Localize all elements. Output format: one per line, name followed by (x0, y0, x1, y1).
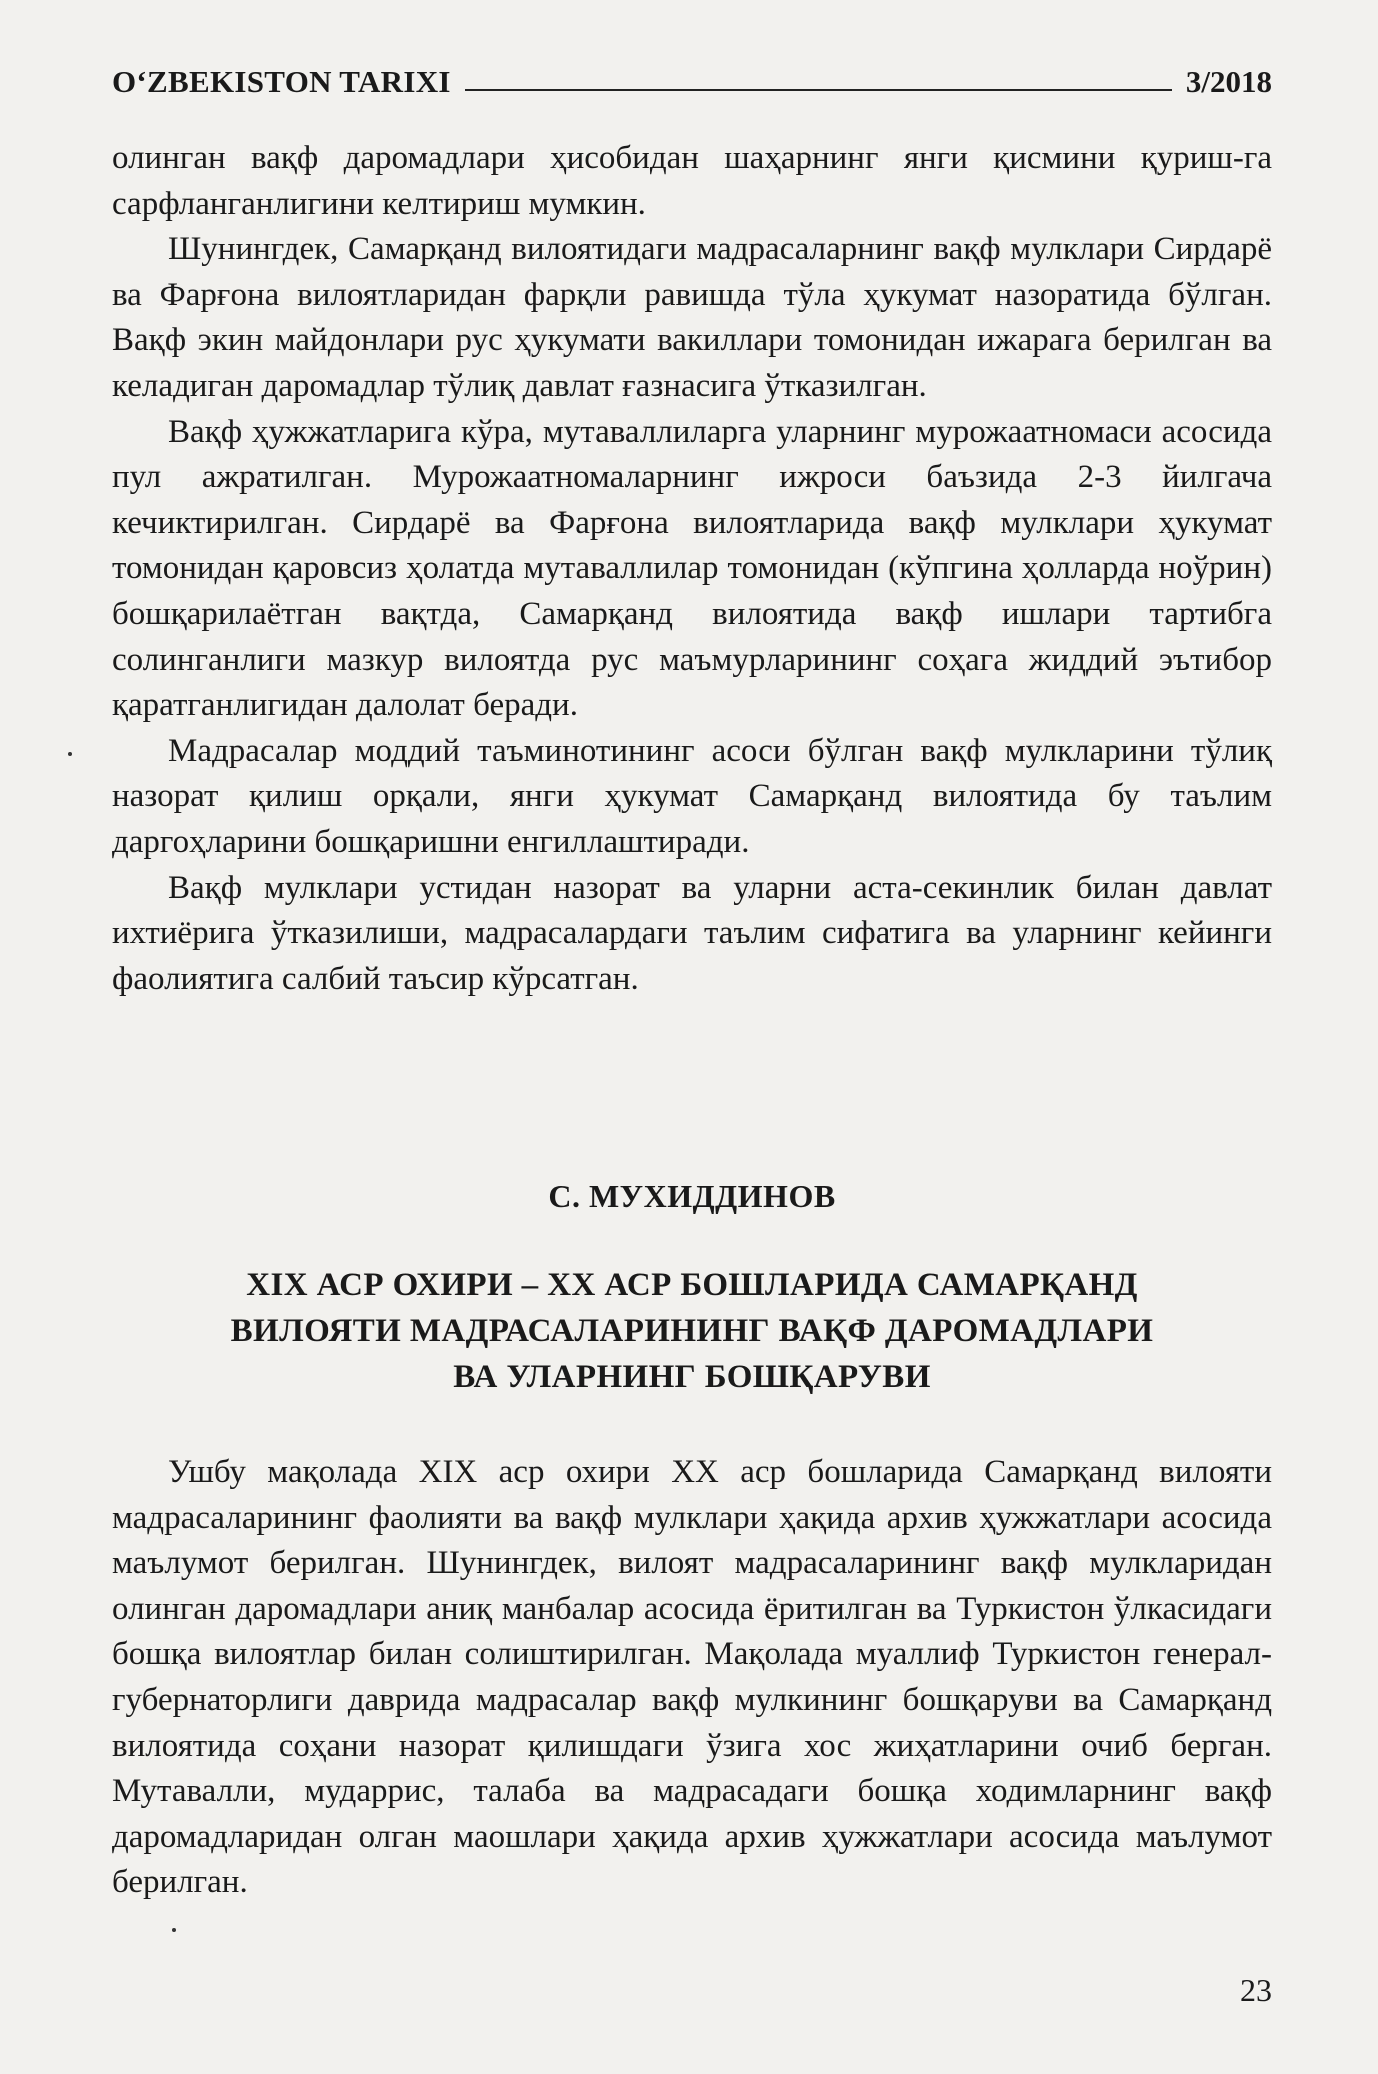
running-header (112, 50, 1272, 100)
article-title-line: ВА УЛАРНИНГ БОШҚАРУВИ (453, 1359, 931, 1395)
issue-number: 3/2018 (1185, 64, 1272, 99)
paragraph: Вақф ҳужжатларига кўра, мутаваллиларга уларнинг мурожаатномаси асосида пул ажратилган. Мурожаатномаларнинг ижроси баъзида 2-3 йилгача кечиктирилган. Сирдарё ва Фарғона вилоятларида вақф мулклари ҳукумат томонидан қаровсиз ҳолатда мутаваллилар томонидан (кўпгина ҳолларда ноўрин) бошқарилаётган вақтда, Самарқанд вилоятида вақф ишлари тартибга солинганлиги мазкур вилоятда рус маъмурларининг соҳага жиддий эътибор қаратганлигидан далолат беради. (112, 413, 1272, 724)
article-title-line: XIX АСР ОХИРИ – XX АСР БОШЛАРИДА САМАРҚАНД (246, 1267, 1138, 1303)
print-speck (172, 1928, 176, 1932)
print-speck (68, 752, 72, 756)
abstract-paragraph: Ушбу мақолада XIX аср охири XX аср бошларида Самарқанд вилояти мадрасаларининг фаолияти ва вақф мулклари ҳақида архив ҳужжатлари асосида маълумот берилган. Шунингдек, вилоят мадрасаларининг вақф мулкларидан олинган даромадлари аниқ манбалар асосида ёритилган ва Туркистон ўлкасидаги бошқа вилоятлар билан солиштирилган. Мақолада муаллиф Туркистон генерал-губернаторлиги даврида мадрасалар вақф мулкининг бошқаруви ва Самарқанд вилоятида соҳани назорат қилишдаги ўзига хос жиҳатларини очиб берган. Мутавалли, мударрис, талаба ва мадрасадаги бошқа ходимларнинг вақф даромадларидан олган маошлари ҳақида архив ҳужжатлари асосида маълумот берилган. (112, 1454, 1272, 1901)
article-title (112, 1262, 1272, 1400)
page-number: 23 (1240, 1972, 1272, 2008)
paragraph: Мадрасалар моддий таъминотининг асоси бўлган вақф мулкларини тўлиқ назорат қилиш орқали, янги ҳукумат Самарқанд вилоятида бу таълим даргоҳларини бошқаришни енгиллаштиради. (112, 732, 1272, 860)
article-author: С. МУХИДДИНОВ (548, 1178, 836, 1214)
body-text (112, 136, 1272, 1002)
paragraph: Вақф мулклари устидан назорат ва уларни аста-секинлик билан давлат ихтиёрига ўтказилиши, мадрасалардаги таълим сифатига ва уларнинг кейинги фаолиятига салбий таъсир кўрсатган. (112, 869, 1272, 997)
paragraph-continued: олинган вақф даромадлари ҳисобидан шаҳарнинг янги қисмини қуриш-га сарфланганлигини келтириш мумкин. (112, 140, 1272, 222)
article-title-line: ВИЛОЯТИ МАДРАСАЛАРИНИНГ ВАҚФ ДАРОМАДЛАРИ (230, 1313, 1154, 1349)
article-abstract (112, 1450, 1272, 1906)
header-rule (465, 89, 1172, 91)
paragraph: Шунингдек, Самарқанд вилоятидаги мадрасаларнинг вақф мулклари Сирдарё ва Фарғона вилоятларидан фарқли равишда тўла ҳукумат назоратида бўлган. Вақф экин майдонлари рус ҳукумати вакиллари томонидан ижарага берилган ва келадиган даромадлар тўлиқ давлат ғазнасига ўтказилган. (112, 231, 1272, 404)
journal-name: O‘ZBEKISTON TARIXI (112, 64, 451, 99)
